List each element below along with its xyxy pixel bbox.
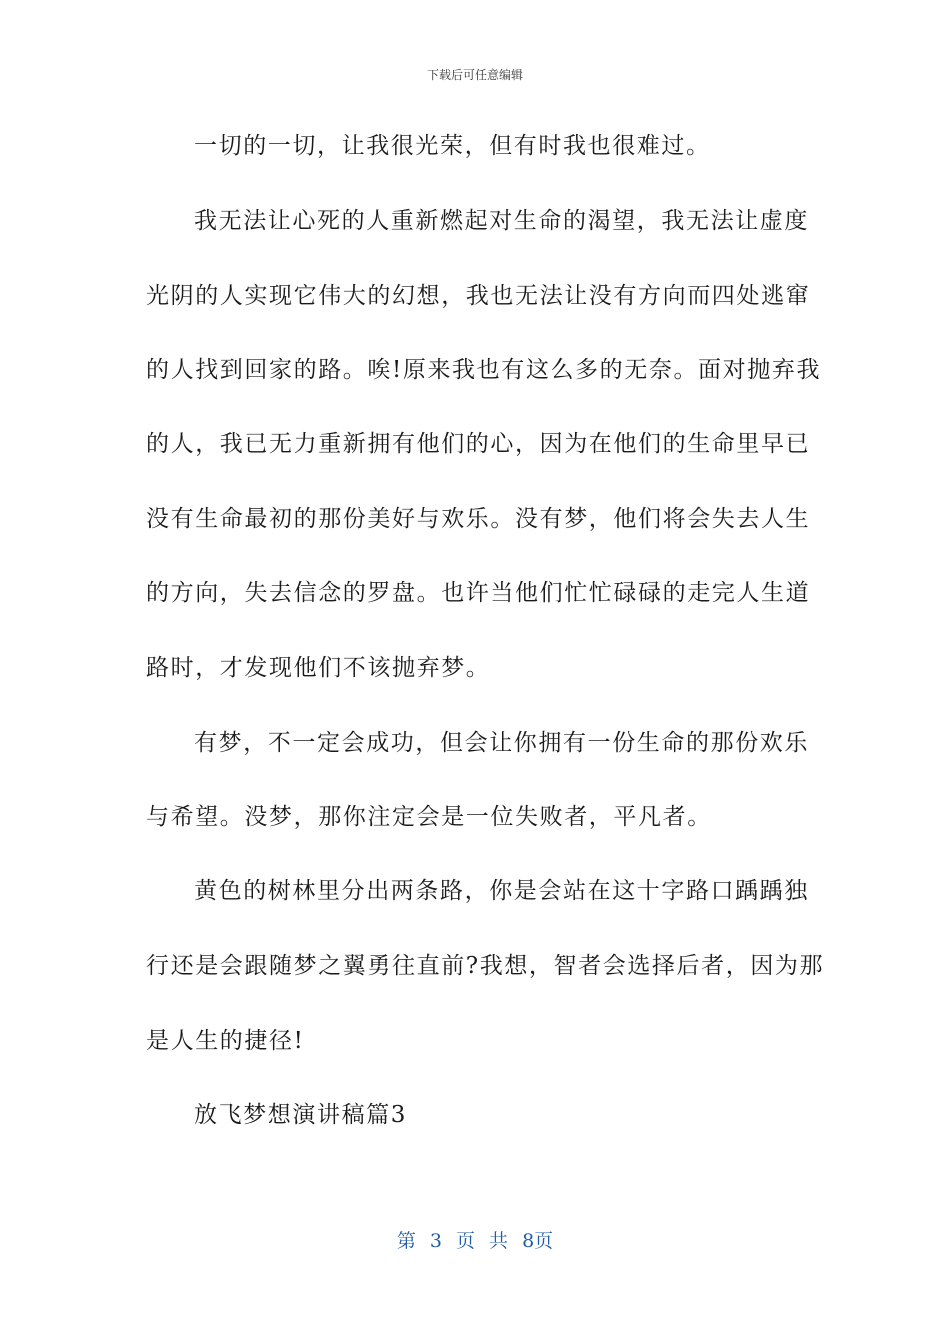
text-line: 的人，我已无力重新拥有他们的心，因为在他们的生命里早已 xyxy=(146,431,811,457)
text-line: 我无法让心死的人重新燃起对生命的渴望，我无法让虚度 xyxy=(194,208,809,234)
text-line: 黄色的树林里分出两条路，你是会站在这十字路口踽踽独 xyxy=(194,878,809,904)
text-line: 路时，才发现他们不该抛弃梦。 xyxy=(146,655,491,681)
text-line: 有梦，不一定会成功，但会让你拥有一份生命的那份欢乐 xyxy=(194,730,809,756)
text-line: 的方向，失去信念的罗盘。也许当他们忙忙碌碌的走完人生道 xyxy=(146,580,811,606)
page-number: 第 3 页 共 8页 xyxy=(396,1230,554,1252)
text-line: 与希望。没梦，那你注定会是一位失败者，平凡者。 xyxy=(146,804,712,830)
text-line: 是人生的捷径! xyxy=(146,1028,305,1054)
text-line: 没有生命最初的那份美好与欢乐。没有梦，他们将会失去人生 xyxy=(146,506,811,532)
header-note: 下载后可任意编辑 xyxy=(426,68,523,82)
text-line: 一切的一切，让我很光荣，但有时我也很难过。 xyxy=(194,133,711,159)
section-heading: 放飞梦想演讲稿篇3 xyxy=(194,1102,408,1128)
text-line: 的人找到回家的路。唉!原来我也有这么多的无奈。面对抛弃我 xyxy=(146,357,822,383)
text-line: 光阴的人实现它伟大的幻想，我也无法让没有方向而四处逃窜 xyxy=(146,283,811,309)
text-line: 行还是会跟随梦之翼勇往直前?我想，智者会选择后者，因为那 xyxy=(146,953,825,979)
